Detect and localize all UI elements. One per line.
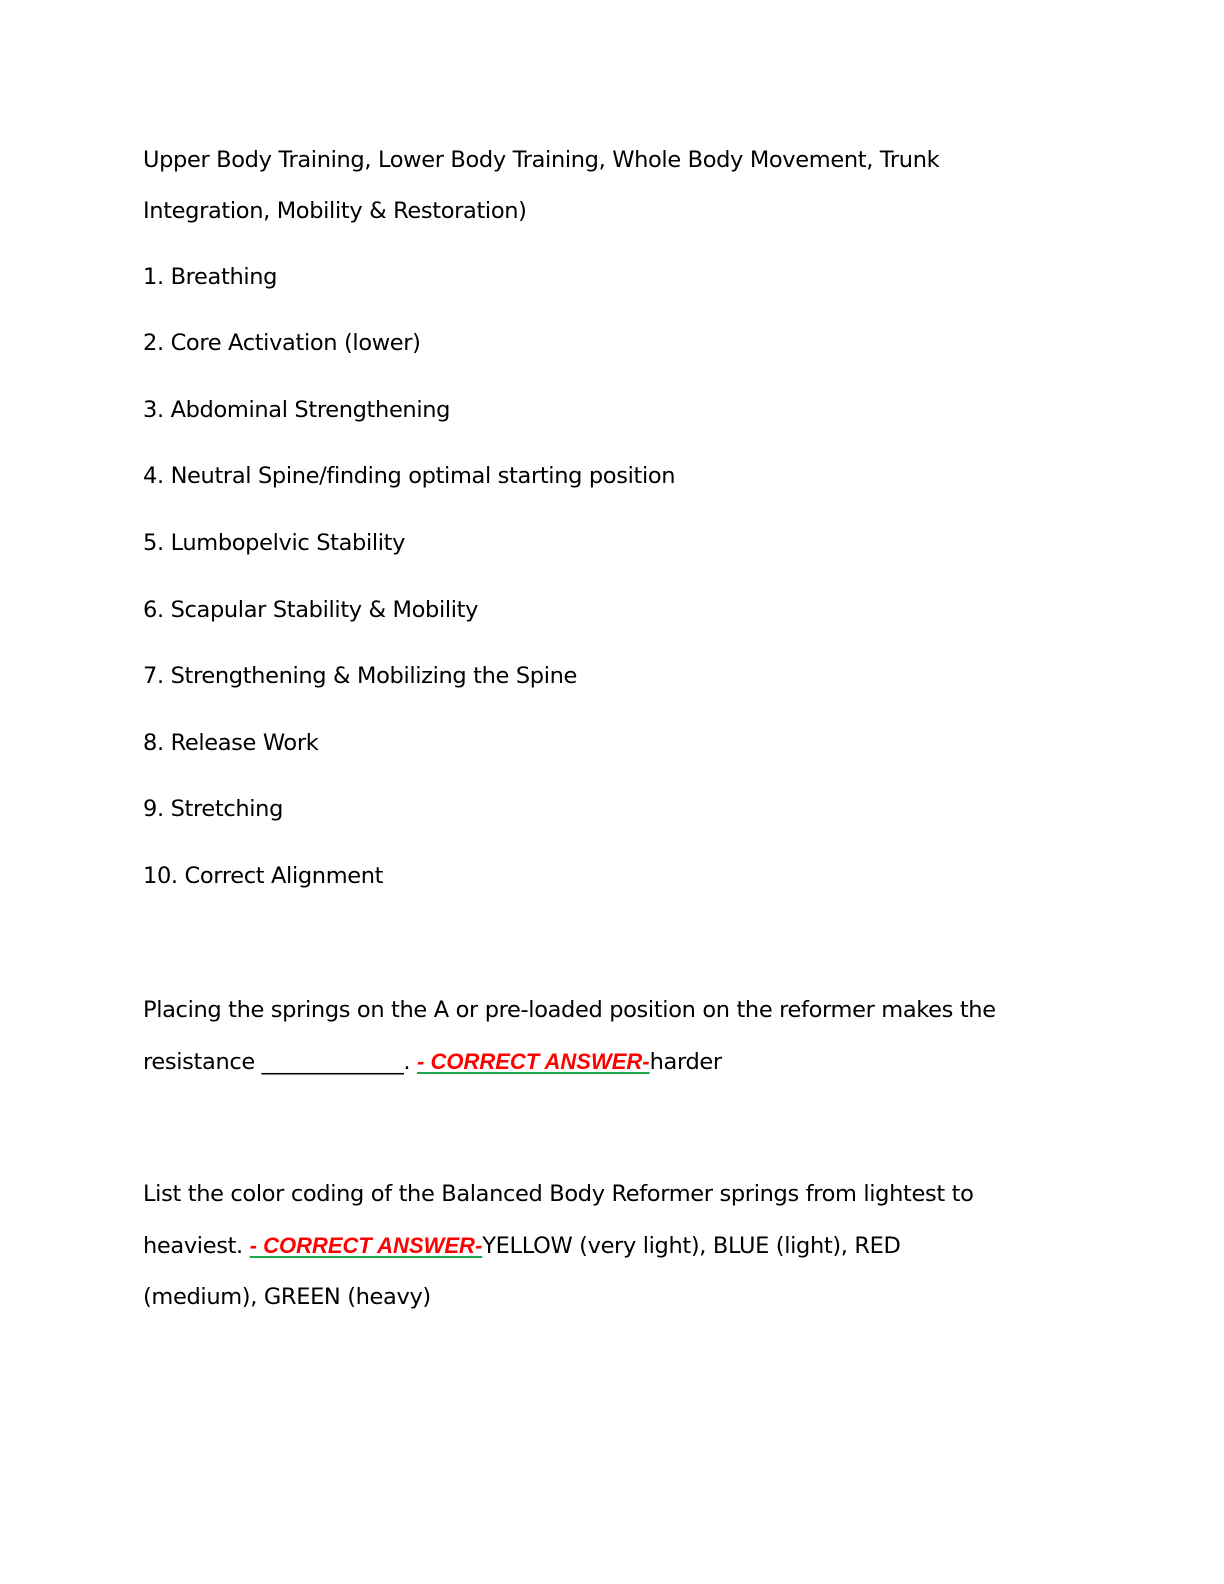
question-1-line-1: Placing the springs on the A or pre-loaded position on the reformer makes the — [143, 997, 996, 1023]
list-item: 1. Breathing — [143, 264, 278, 290]
question-1-answer: harder — [649, 1049, 722, 1075]
list-item: 8. Release Work — [143, 730, 319, 756]
question-2-line-1: List the color coding of the Balanced Body Reformer springs from lightest to — [143, 1181, 974, 1207]
question-2-answer: YELLOW (very light), BLUE (light), RED — [482, 1233, 901, 1259]
question-1-line-2 — [143, 1036, 1043, 1088]
correct-answer-tag: - CORRECT ANSWER- — [249, 1233, 483, 1258]
list-item: 9. Stretching — [143, 796, 284, 822]
question-2-line-2 — [143, 1220, 1043, 1272]
list-item: 10. Correct Alignment — [143, 863, 384, 889]
correct-answer-tag: - CORRECT ANSWER- — [417, 1049, 650, 1074]
question-2-answer-continued: (medium), GREEN (heavy) — [143, 1284, 431, 1310]
intro-line-1: Upper Body Training, Lower Body Training, Whole Body Movement, Trunk — [143, 147, 940, 173]
list-item: 7. Strengthening & Mobilizing the Spine — [143, 663, 578, 689]
intro-line-2: Integration, Mobility & Restoration) — [143, 198, 527, 224]
question-2 — [143, 1169, 1043, 1323]
list-item: 4. Neutral Spine/finding optimal starting position — [143, 463, 676, 489]
list-item: 6. Scapular Stability & Mobility — [143, 597, 479, 623]
question-1 — [143, 985, 1043, 1088]
question-2-prompt: heaviest. — [143, 1233, 250, 1259]
question-1-prompt: resistance _____________. — [143, 1049, 417, 1075]
list-item: 2. Core Activation (lower) — [143, 330, 421, 356]
intro-paragraph — [143, 135, 1043, 237]
list-item: 3. Abdominal Strengthening — [143, 397, 451, 423]
list-item: 5. Lumbopelvic Stability — [143, 530, 406, 556]
